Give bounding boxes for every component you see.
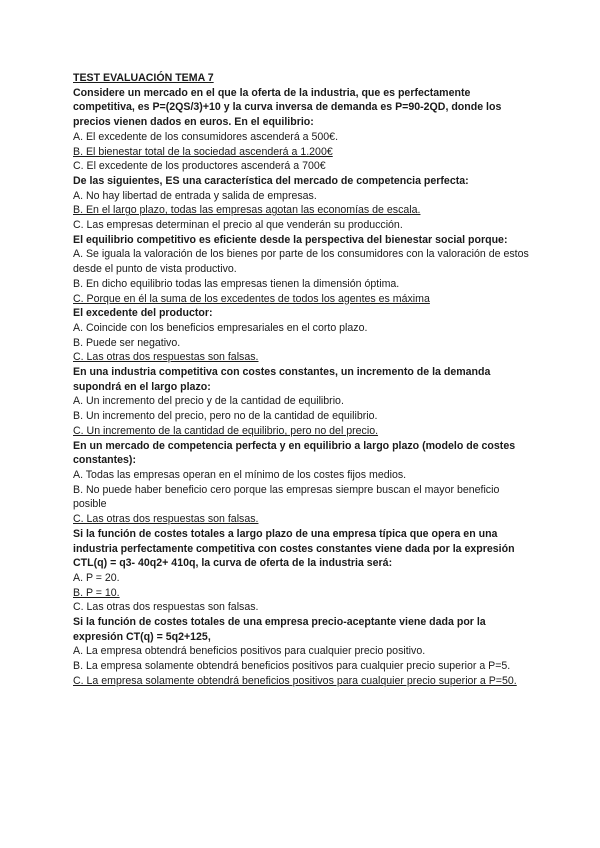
answer-option: A. P = 20. bbox=[73, 571, 120, 584]
question-block bbox=[73, 439, 529, 527]
question-text: El equilibrio competitivo es eficiente desde la perspectiva del bienestar social porque: bbox=[73, 233, 508, 246]
answer-option: B. Puede ser negativo. bbox=[73, 336, 181, 349]
question-text: En una industria competitiva con costes constantes, un incremento de la demanda supondrá en el largo plazo: bbox=[73, 366, 491, 393]
answer-option-correct: C. La empresa solamente obtendrá beneficios positivos para cualquier precio superior a P=50. bbox=[73, 674, 517, 687]
document-page bbox=[73, 71, 529, 689]
question-block bbox=[73, 615, 529, 689]
answer-option: C. El excedente de los productores ascenderá a 700€ bbox=[73, 160, 326, 173]
question-block bbox=[73, 527, 529, 615]
question-text: Si la función de costes totales a largo plazo de una empresa típica que opera en una industria perfectamente competitiva con costes constantes viene dada por la expresión CTL(q) = q3- 40q2+ 410q, la curva de oferta de la industria será: bbox=[73, 527, 515, 570]
question-block bbox=[73, 86, 529, 174]
answer-option-correct: C. Las otras dos respuestas son falsas. bbox=[73, 351, 259, 364]
question-list bbox=[73, 86, 529, 689]
question-text: Considere un mercado en el que la oferta de la industria, que es perfectamente competitiva, es P=(2QS/3)+10 y la curva inversa de demanda es P=90-2QD, donde los precios vienen dados en euros. En el equilibrio: bbox=[73, 86, 502, 129]
answer-option: B. No puede haber beneficio cero porque las empresas siempre buscan el mayor beneficio posible bbox=[73, 483, 500, 511]
answer-option: C. Las otras dos respuestas son falsas. bbox=[73, 601, 259, 614]
question-block bbox=[73, 174, 529, 233]
answer-option: A. No hay libertad de entrada y salida de empresas. bbox=[73, 189, 317, 202]
question-block bbox=[73, 306, 529, 365]
question-block bbox=[73, 365, 529, 439]
answer-option: A. El excedente de los consumidores ascenderá a 500€. bbox=[73, 130, 339, 143]
answer-option-correct: C. Las otras dos respuestas son falsas. bbox=[73, 513, 259, 526]
answer-option-correct: B. En el largo plazo, todas las empresas agotan las economías de escala. bbox=[73, 204, 421, 217]
answer-option-correct: C. Porque en él la suma de los excedentes de todos los agentes es máxima bbox=[73, 292, 430, 305]
answer-option: B. En dicho equilibrio todas las empresas tienen la dimensión óptima. bbox=[73, 277, 400, 290]
question-text: El excedente del productor: bbox=[73, 307, 213, 320]
answer-option: B. La empresa solamente obtendrá beneficios positivos para cualquier precio superior a P=5. bbox=[73, 660, 511, 673]
answer-option: A. Un incremento del precio y de la cantidad de equilibrio. bbox=[73, 395, 344, 408]
question-text: Si la función de costes totales de una empresa precio-aceptante viene dada por la expresión CT(q) = 5q2+125, bbox=[73, 616, 486, 643]
answer-option: C. Las empresas determinan el precio al que venderán su producción. bbox=[73, 219, 403, 232]
question-text: En un mercado de competencia perfecta y en equilibrio a largo plazo (modelo de costes constantes): bbox=[73, 439, 516, 467]
answer-option: B. Un incremento del precio, pero no de la cantidad de equilibrio. bbox=[73, 410, 378, 423]
answer-option-correct: B. El bienestar total de la sociedad ascenderá a 1.200€ bbox=[73, 145, 333, 158]
answer-option-correct: B. P = 10. bbox=[73, 586, 120, 599]
answer-option-correct: C. Un incremento de la cantidad de equilibrio, pero no del precio. bbox=[73, 424, 379, 437]
answer-option: A. La empresa obtendrá beneficios positivos para cualquier precio positivo. bbox=[73, 645, 426, 658]
question-block bbox=[73, 233, 529, 307]
answer-option: A. Coincide con los beneficios empresariales en el corto plazo. bbox=[73, 321, 368, 334]
question-text: De las siguientes, ES una característica del mercado de competencia perfecta: bbox=[73, 174, 469, 187]
document-title: TEST EVALUACIÓN TEMA 7 bbox=[73, 72, 214, 84]
answer-option: A. Se iguala la valoración de los bienes por parte de los consumidores con la valoración de estos desde el punto de vista productivo. bbox=[73, 248, 529, 276]
answer-option: A. Todas las empresas operan en el mínimo de los costes fijos medios. bbox=[73, 468, 407, 481]
